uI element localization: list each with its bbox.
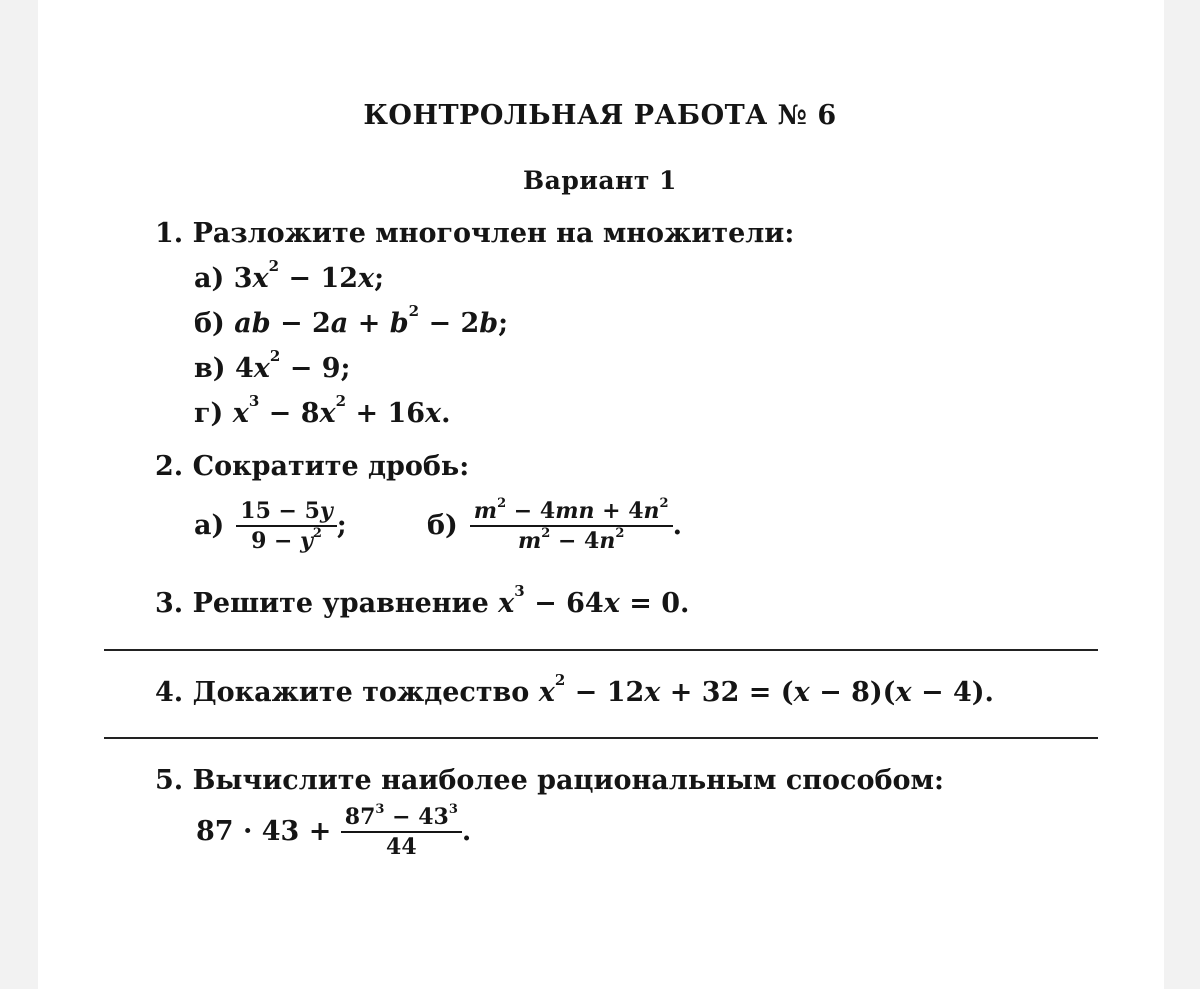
divider-line	[104, 737, 1098, 739]
fraction: $\frac{87^3 - 43^3}{44}$	[341, 805, 462, 859]
fraction: $\frac{15 - 5y}{9 - y^2}$	[236, 499, 336, 553]
task-1-item-a: а) $3x^2 - 12x$;	[194, 257, 385, 294]
task-3: 3. Решите уравнение $x^3 - 64x = 0$.	[155, 582, 690, 619]
task-1-item-c: в) $4x^2 - 9$;	[194, 347, 351, 384]
task-2-text: Сократите дробь:	[192, 451, 470, 482]
task-1-item-b: б) ab − $2a + b^2 - 2b$;	[194, 302, 509, 339]
item-label: г)	[194, 398, 224, 429]
task-1	[155, 217, 794, 251]
task-5-expression: 87 · 43 + $\frac{87^3 - 43^3}{44}$ .	[196, 802, 472, 860]
task-2-number: 2.	[155, 451, 184, 482]
task-5-text: Вычислите наиболее рациональным способом:	[192, 765, 944, 796]
item-label: б)	[194, 308, 225, 339]
item-label: а)	[194, 510, 225, 541]
task-3-number: 3.	[155, 588, 184, 619]
task-5	[155, 764, 944, 798]
variant-heading: Вариант 1	[523, 166, 677, 195]
task-2-fraction-b: б) $\frac{m^2 - 4mn + 4n^2}{m^2 - 4n^2}$ .	[427, 496, 682, 554]
page-title: КОНТРОЛЬНАЯ РАБОТА № 6	[363, 100, 837, 131]
item-label: а)	[194, 263, 225, 294]
item-label: в)	[194, 353, 226, 384]
task-1-item-d: г) $x^3 - 8x^2 + 16x$.	[194, 392, 451, 429]
divider-line	[104, 649, 1098, 651]
task-4-text: Докажите тождество	[192, 677, 539, 708]
task-3-text: Решите уравнение	[192, 588, 499, 619]
task-4-number: 4.	[155, 677, 184, 708]
task-1-number: 1.	[155, 218, 184, 249]
task-2-fraction-a: а) $\frac{15 - 5y}{9 - y^2}$ ;	[194, 498, 347, 554]
task-4: 4. Докажите тождество $x^2 - 12x + 32 = (x - 8)(x - 4)$.	[155, 671, 994, 708]
task-5-number: 5.	[155, 765, 184, 796]
item-label: б)	[427, 510, 458, 541]
task-2	[155, 450, 469, 484]
fraction: $\frac{m^2 - 4mn + 4n^2}{m^2 - 4n^2}$	[470, 499, 673, 553]
task-1-text: Разложите многочлен на множители:	[192, 218, 795, 249]
